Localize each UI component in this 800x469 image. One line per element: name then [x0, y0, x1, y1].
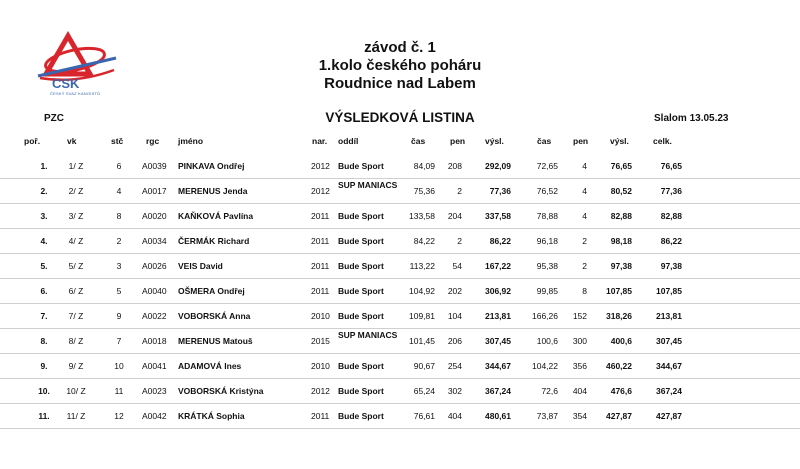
- cell-time-2: 104,22: [532, 361, 558, 371]
- cell-time-1: 109,81: [409, 311, 435, 321]
- cell-reg-number: A0040: [142, 286, 167, 296]
- cell-name: KRÁTKÁ Sophia: [178, 411, 245, 421]
- cell-result-2: 400,6: [610, 336, 632, 346]
- cell-result-1: 77,36: [489, 186, 511, 196]
- cell-time-2: 100,6: [536, 336, 558, 346]
- cell-rank: 4.: [40, 236, 48, 246]
- cell-start-number: 5: [116, 286, 122, 296]
- table-row: [0, 203, 800, 229]
- cell-rank: 8.: [40, 336, 48, 346]
- col-header-name: jméno: [178, 136, 204, 146]
- cell-total: 107,85: [656, 286, 682, 296]
- cell-penalty-2: 8: [582, 286, 587, 296]
- logo-subtext: ČESKÝ SVAZ KANOISTŮ: [50, 91, 101, 96]
- cell-result-1: 367,24: [485, 386, 511, 396]
- cell-total: 344,67: [656, 361, 682, 371]
- cell-penalty-1: 204: [447, 211, 462, 221]
- cell-club: Bude Sport: [338, 211, 384, 221]
- venue: Roudnice nad Labem: [324, 75, 476, 92]
- cup-round: 1.kolo českého poháru: [318, 57, 482, 74]
- cell-result-1: 480,61: [485, 411, 511, 421]
- cell-penalty-1: 206: [447, 336, 462, 346]
- col-header-result-1: výsl.: [485, 136, 504, 146]
- cell-club: Bude Sport: [338, 261, 384, 271]
- cell-category: 3/ Z: [68, 211, 84, 221]
- cell-birth-year: 2010: [311, 361, 330, 371]
- cell-category: 5/ Z: [68, 261, 84, 271]
- logo-text: CSK: [52, 76, 80, 91]
- cell-category: 10/ Z: [66, 386, 86, 396]
- cell-birth-year: 2012: [311, 386, 330, 396]
- cell-total: 367,24: [656, 386, 682, 396]
- cell-time-1: 101,45: [409, 336, 435, 346]
- cell-result-1: 292,09: [485, 161, 511, 171]
- col-header-total: celk.: [653, 136, 672, 146]
- cell-time-2: 73,87: [536, 411, 558, 421]
- cell-result-2: 427,87: [606, 411, 632, 421]
- cell-rank: 3.: [40, 211, 48, 221]
- cell-category: 2/ Z: [68, 186, 84, 196]
- cell-name: VOBORSKÁ Kristýna: [178, 386, 264, 396]
- cell-category: 4/ Z: [68, 236, 84, 246]
- table-row: [0, 328, 800, 354]
- col-header-rank: poř.: [24, 136, 41, 146]
- cell-time-2: 72,65: [536, 161, 558, 171]
- cell-start-number: 9: [116, 311, 122, 321]
- cell-birth-year: 2015: [311, 336, 330, 346]
- col-header-penalty-1: pen: [450, 136, 466, 146]
- col-header-reg-number: rgc: [146, 136, 160, 146]
- cell-total: 77,36: [660, 186, 682, 196]
- table-row: [0, 278, 800, 304]
- cell-club: Bude Sport: [338, 386, 384, 396]
- cell-start-number: 4: [116, 186, 122, 196]
- cell-category: 9/ Z: [68, 361, 84, 371]
- cell-result-2: 107,85: [606, 286, 632, 296]
- cell-reg-number: A0026: [142, 261, 167, 271]
- cell-category: 11/ Z: [66, 411, 86, 421]
- cell-time-1: 75,36: [413, 186, 435, 196]
- cell-time-1: 90,67: [413, 361, 435, 371]
- cell-total: 76,65: [660, 161, 682, 171]
- cell-penalty-2: 4: [582, 186, 587, 196]
- cell-penalty-2: 356: [572, 361, 587, 371]
- cell-reg-number: A0017: [142, 186, 167, 196]
- cell-total: 82,88: [660, 211, 682, 221]
- col-header-penalty-2: pen: [573, 136, 589, 146]
- cell-total: 86,22: [660, 236, 682, 246]
- cell-total: 307,45: [656, 336, 682, 346]
- cell-rank: 6.: [40, 286, 48, 296]
- cell-time-1: 84,09: [413, 161, 435, 171]
- results-title: VÝSLEDKOVÁ LISTINA: [325, 110, 475, 125]
- cell-club: Bude Sport: [338, 361, 384, 371]
- cell-birth-year: 2011: [311, 286, 330, 296]
- table-row: [0, 153, 800, 179]
- cell-reg-number: A0018: [142, 336, 167, 346]
- cell-time-2: 76,52: [536, 186, 558, 196]
- cell-category: 1/ Z: [68, 161, 84, 171]
- cell-penalty-2: 354: [572, 411, 587, 421]
- cell-penalty-2: 2: [582, 261, 587, 271]
- cell-penalty-2: 2: [582, 236, 587, 246]
- cell-rank: 9.: [40, 361, 48, 371]
- cell-time-1: 84,22: [413, 236, 435, 246]
- table-row: [0, 253, 800, 279]
- cell-result-1: 167,22: [485, 261, 511, 271]
- cell-result-2: 97,38: [610, 261, 632, 271]
- cell-result-1: 344,67: [485, 361, 511, 371]
- cell-category: 8/ Z: [68, 336, 84, 346]
- cell-total: 97,38: [660, 261, 682, 271]
- col-header-start-number: stč: [111, 136, 124, 146]
- table-row: [0, 178, 800, 204]
- cell-time-2: 95,38: [536, 261, 558, 271]
- cell-start-number: 3: [116, 261, 122, 271]
- cell-time-2: 72,6: [541, 386, 558, 396]
- cell-penalty-2: 152: [572, 311, 587, 321]
- cell-birth-year: 2011: [311, 261, 330, 271]
- cell-club: SUP MANIACS: [338, 180, 398, 190]
- col-header-category: vk: [67, 136, 77, 146]
- cell-club: Bude Sport: [338, 286, 384, 296]
- cell-penalty-1: 54: [452, 261, 462, 271]
- cell-reg-number: A0041: [142, 361, 167, 371]
- cell-reg-number: A0020: [142, 211, 167, 221]
- cell-penalty-1: 254: [447, 361, 462, 371]
- cell-birth-year: 2012: [311, 186, 330, 196]
- cell-penalty-2: 300: [572, 336, 587, 346]
- cell-result-1: 307,45: [485, 336, 511, 346]
- cell-name: OŠMERA Ondřej: [178, 286, 245, 296]
- cell-start-number: 2: [116, 236, 122, 246]
- table-row: [0, 303, 800, 329]
- cell-time-1: 104,92: [409, 286, 435, 296]
- cell-time-2: 96,18: [536, 236, 558, 246]
- cell-time-2: 78,88: [536, 211, 558, 221]
- cell-category: 6/ Z: [68, 286, 84, 296]
- cell-time-1: 113,22: [409, 261, 435, 271]
- cell-reg-number: A0039: [142, 161, 167, 171]
- event-date: Slalom 13.05.23: [654, 113, 729, 124]
- cell-penalty-2: 4: [582, 211, 587, 221]
- cell-result-1: 337,58: [485, 211, 511, 221]
- cell-penalty-1: 2: [457, 236, 462, 246]
- cell-result-2: 80,52: [610, 186, 632, 196]
- cell-penalty-1: 104: [447, 311, 462, 321]
- cell-time-2: 166,26: [532, 311, 558, 321]
- cell-birth-year: 2010: [311, 311, 330, 321]
- cell-start-number: 10: [114, 361, 124, 371]
- cell-penalty-1: 2: [457, 186, 462, 196]
- cell-time-1: 133,58: [409, 211, 435, 221]
- cell-start-number: 12: [114, 411, 124, 421]
- cell-start-number: 6: [116, 161, 122, 171]
- cell-time-2: 99,85: [536, 286, 558, 296]
- cell-name: PINKAVA Ondřej: [178, 161, 245, 171]
- col-header-time-2: čas: [537, 136, 552, 146]
- cell-result-1: 306,92: [485, 286, 511, 296]
- cell-rank: 10.: [38, 386, 50, 396]
- cell-rank: 7.: [40, 311, 48, 321]
- cell-category: 7/ Z: [68, 311, 84, 321]
- cell-result-2: 76,65: [610, 161, 632, 171]
- cell-club: SUP MANIACS: [338, 330, 398, 340]
- cell-birth-year: 2011: [311, 411, 330, 421]
- cell-birth-year: 2011: [311, 211, 330, 221]
- cell-result-1: 213,81: [485, 311, 511, 321]
- cell-start-number: 11: [114, 386, 124, 396]
- cell-result-2: 318,26: [606, 311, 632, 321]
- cell-reg-number: A0034: [142, 236, 167, 246]
- cell-result-2: 98,18: [610, 236, 632, 246]
- cell-total: 213,81: [656, 311, 682, 321]
- cell-name: ADAMOVÁ Ines: [178, 361, 242, 371]
- table-row: [0, 353, 800, 379]
- cell-result-1: 86,22: [489, 236, 511, 246]
- cell-penalty-2: 404: [572, 386, 587, 396]
- cell-name: MERENUS Matouš: [178, 336, 253, 346]
- cell-result-2: 476,6: [610, 386, 632, 396]
- col-header-club: oddíl: [338, 136, 359, 146]
- cell-start-number: 8: [116, 211, 122, 221]
- table-row: [0, 403, 800, 429]
- cell-reg-number: A0023: [142, 386, 167, 396]
- cell-name: ČERMÁK Richard: [178, 236, 250, 246]
- cell-birth-year: 2011: [311, 236, 330, 246]
- cell-total: 427,87: [656, 411, 682, 421]
- category-code: PZC: [44, 113, 64, 124]
- cell-reg-number: A0022: [142, 311, 167, 321]
- cell-club: Bude Sport: [338, 161, 384, 171]
- cell-rank: 2.: [40, 186, 48, 196]
- cell-name: MERENUS Jenda: [178, 186, 248, 196]
- cell-penalty-2: 4: [582, 161, 587, 171]
- col-header-result-2: výsl.: [610, 136, 629, 146]
- cell-start-number: 7: [116, 336, 122, 346]
- cell-rank: 11.: [38, 411, 50, 421]
- cell-name: KAŇKOVÁ Pavlína: [178, 211, 254, 221]
- cell-result-2: 82,88: [610, 211, 632, 221]
- col-header-time-1: čas: [411, 136, 426, 146]
- cell-rank: 1.: [40, 161, 48, 171]
- cell-result-2: 460,22: [606, 361, 632, 371]
- cell-penalty-1: 404: [447, 411, 462, 421]
- cell-penalty-1: 202: [447, 286, 462, 296]
- cell-penalty-1: 208: [447, 161, 462, 171]
- cell-time-1: 65,24: [413, 386, 435, 396]
- cell-name: VEIS David: [178, 261, 223, 271]
- cell-club: Bude Sport: [338, 411, 384, 421]
- cell-time-1: 76,61: [413, 411, 435, 421]
- cell-rank: 5.: [40, 261, 48, 271]
- table-row: [0, 228, 800, 254]
- col-header-birth-year: nar.: [312, 136, 328, 146]
- cell-club: Bude Sport: [338, 311, 384, 321]
- cell-birth-year: 2012: [311, 161, 330, 171]
- table-row: [0, 378, 800, 404]
- cell-penalty-1: 302: [447, 386, 462, 396]
- cell-reg-number: A0042: [142, 411, 167, 421]
- race-number: závod č. 1: [364, 39, 436, 56]
- cell-name: VOBORSKÁ Anna: [178, 311, 251, 321]
- cell-club: Bude Sport: [338, 236, 384, 246]
